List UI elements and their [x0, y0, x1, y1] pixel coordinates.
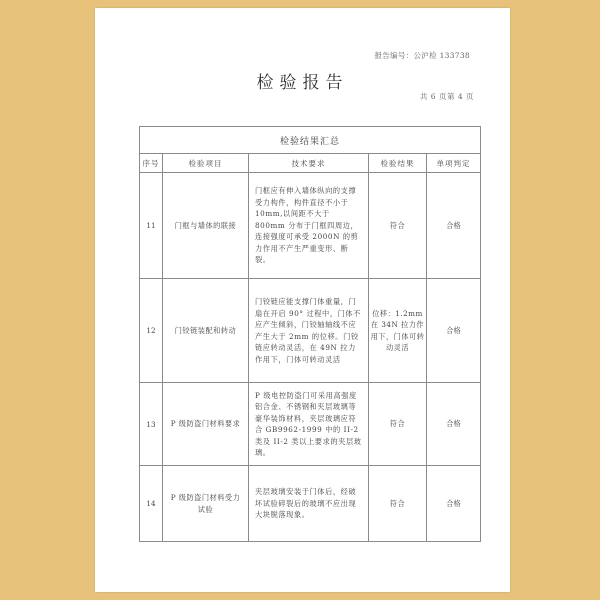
technical-requirement: 门框应有伸入墙体纵向的支撑受力构件，构件直径不小于 10mm,以间距不大于 800mm 分布于门框四周边，连接强度可承受 2000N 的剪力作用不产生严重变形、断裂。 [249, 173, 369, 279]
column-header: 检验项目 [163, 154, 249, 173]
test-item: 门铰链装配和转动 [163, 279, 249, 383]
document-title: 检验报告 [256, 73, 349, 93]
test-item: 门框与墙体的联接 [163, 173, 249, 279]
table-row [140, 173, 481, 279]
technical-requirement: 夹层玻璃安装于门体后，经破坏试验碎裂后的玻璃不应出现大块脱落现象。 [249, 466, 369, 542]
header-row [140, 154, 481, 173]
test-item: P 级防盗门材料受力试验 [163, 466, 249, 542]
row-number: 14 [140, 466, 163, 542]
results-table [139, 126, 481, 542]
column-header: 序号 [140, 154, 163, 173]
verdict: 合格 [427, 383, 481, 466]
table-row [140, 383, 481, 466]
row-number: 11 [140, 173, 163, 279]
technical-requirement: 门铰链应能支撑门体重量，门扇在开启 90° 过程中，门体不应产生倾斜，门铰轴轴线不应产生大于 2mm 的位移。门铰链应转动灵活，在 49N 拉力作用下，门体可转动灵活 [249, 279, 369, 383]
column-header: 技术要求 [249, 154, 369, 173]
verdict: 合格 [427, 279, 481, 383]
verdict: 合格 [427, 173, 481, 279]
test-result: 符合 [369, 466, 427, 542]
summary-title: 检验结果汇总 [140, 127, 481, 154]
technical-requirement: P 级电控防盗门可采用高强度铝合金、不锈钢和夹层玻璃等豪华装饰材料，夹层玻璃应符合 GB9962-1999 中的 II-2 类及 II-2 类以上要求的夹层玻璃。 [249, 383, 369, 466]
page-info: 共 6 页第 4 页 [419, 92, 474, 101]
test-item: P 级防盗门材料要求 [163, 383, 249, 466]
test-result: 符合 [369, 173, 427, 279]
table-row [140, 466, 481, 542]
row-number: 12 [140, 279, 163, 383]
column-header: 单项判定 [427, 154, 481, 173]
table-row [140, 279, 481, 383]
test-result: 符合 [369, 383, 427, 466]
column-header: 检验结果 [369, 154, 427, 173]
test-result: 位移：1.2mm 在 34N 拉力作用下，门体可转动灵活 [369, 279, 427, 383]
summary-row [140, 127, 481, 154]
report-number: 报告编号：公沪检 133738 [374, 51, 470, 60]
report-page [95, 8, 510, 592]
row-number: 13 [140, 383, 163, 466]
verdict: 合格 [427, 466, 481, 542]
